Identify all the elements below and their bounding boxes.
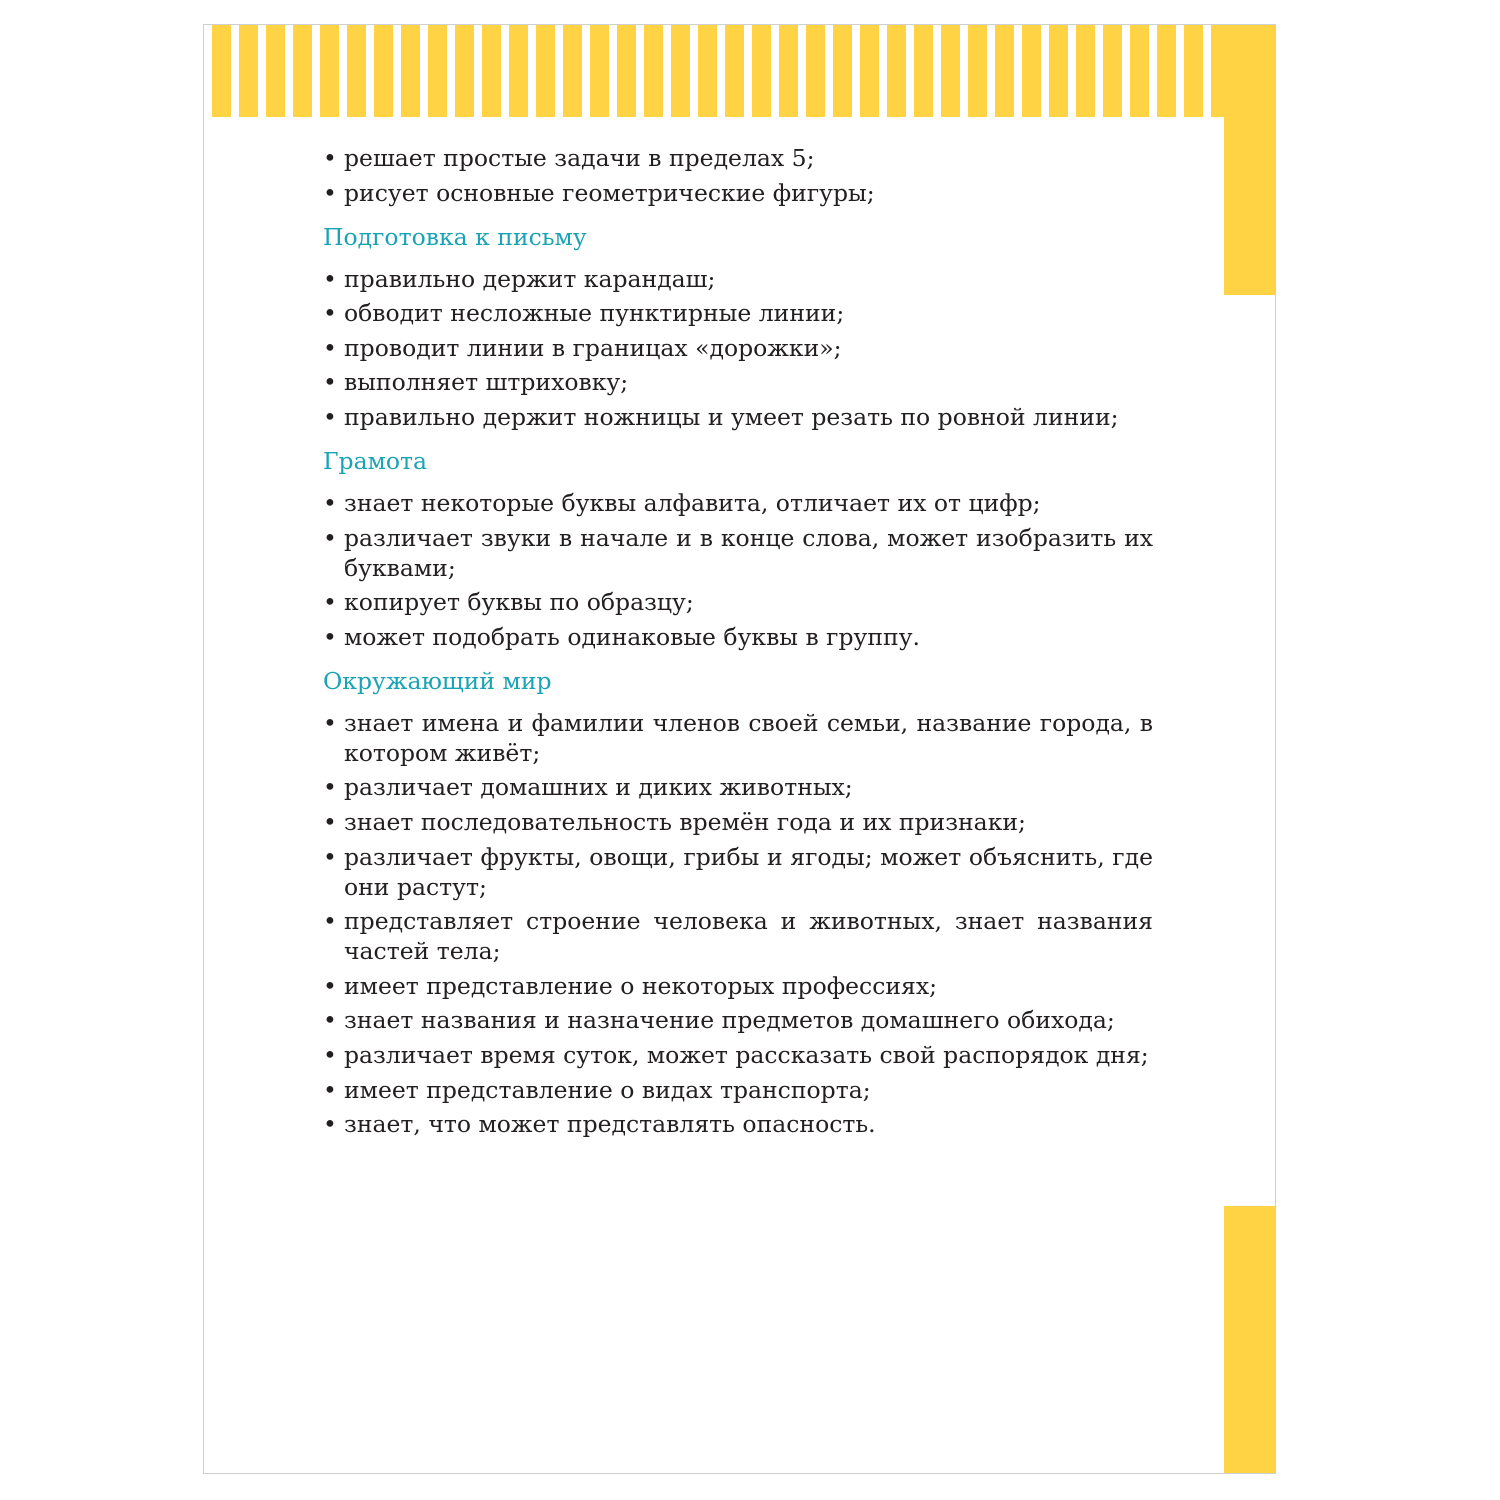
top-stripe-band [204,25,1226,117]
list-item-text: копирует буквы по образцу; [344,588,694,617]
side-accent-bar-bottom [1224,1206,1275,1474]
list-item-text: знает некоторые буквы алфавита, отличает их от цифр; [344,488,1041,517]
list-item [323,807,1153,837]
list-item-text: может подобрать одинаковые буквы в группу. [344,622,920,651]
list-item [323,1109,1153,1139]
list-item [323,906,1153,966]
bullet-icon: • [323,523,337,552]
list-item-text: различает домашних и диких животных; [344,773,853,802]
section-heading: Подготовка к письму [323,222,587,251]
bullet-icon: • [323,402,337,431]
list-item-text: знает, что может представлять опасность. [344,1110,876,1139]
bullet-icon: • [323,264,337,293]
bullet-icon: • [323,807,337,836]
bullet-icon: • [323,708,337,737]
list-item [323,842,1153,902]
bullet-list [323,708,1153,1139]
list-item [323,523,1153,583]
list-item-text: знает имена и фамилии членов своей семьи, название города, в котором живёт; [344,708,1153,767]
list-item [323,488,1153,518]
list-item-text: различает фрукты, овощи, грибы и ягоды; может объяснить, где они растут; [344,842,1153,901]
bullet-icon: • [323,488,337,517]
list-item-text: правильно держит карандаш; [344,264,716,293]
side-accent-bar-top [1224,25,1275,295]
bullet-icon: • [323,333,337,362]
content-column [323,143,1153,1144]
list-item [323,587,1153,617]
list-item [323,971,1153,1001]
list-item-text: знает последовательность времён года и их признаки; [344,807,1026,836]
bullet-icon: • [323,1110,337,1139]
bullet-icon: • [323,178,337,207]
list-item-text: обводит несложные пунктирные линии; [344,299,845,328]
bullet-icon: • [323,971,337,1000]
bullet-icon: • [323,1040,337,1069]
list-item [323,178,1153,208]
bullet-icon: • [323,622,337,651]
bullet-icon: • [323,907,337,936]
list-item-text: различает звуки в начале и в конце слова, может изобразить их буквами; [344,523,1153,582]
bullet-list [323,264,1153,432]
list-item [323,1075,1153,1105]
list-item-text: правильно держит ножницы и умеет резать по ровной линии; [344,402,1119,431]
bullet-icon: • [323,368,337,397]
list-item-text: представляет строение человека и животных, знает названия частей тела; [344,907,1153,966]
list-item-text: различает время суток, может рассказать свой распорядок дня; [344,1040,1149,1069]
list-item-text: знает названия и назначение предметов домашнего обихода; [344,1006,1115,1035]
list-item [323,1040,1153,1070]
document-page [203,24,1276,1474]
bullet-icon: • [323,299,337,328]
list-item [323,333,1153,363]
section-heading: Окружающий мир [323,666,552,695]
bullet-list [323,488,1153,652]
list-item-text: выполняет штриховку; [344,368,629,397]
list-item-text: проводит линии в границах «дорожки»; [344,333,842,362]
list-item-text: имеет представление о некоторых профессиях; [344,971,938,1000]
list-item [323,402,1153,432]
bullet-icon: • [323,842,337,871]
list-item [323,708,1153,768]
bullet-icon: • [323,1006,337,1035]
list-item [323,143,1153,173]
bullet-icon: • [323,773,337,802]
list-item [323,1005,1153,1035]
list-item-text: имеет представление о видах транспорта; [344,1075,871,1104]
bullet-icon: • [323,144,337,172]
section-heading: Грамота [323,446,428,475]
list-item [323,367,1153,397]
bullet-icon: • [323,1075,337,1104]
list-item-text: решает простые задачи в пределах 5; [344,144,815,172]
list-item [323,298,1153,328]
bullet-icon: • [323,588,337,617]
list-item [323,264,1153,294]
bullet-list [323,143,1153,208]
list-item-text: рисует основные геометрические фигуры; [344,178,875,207]
list-item [323,772,1153,802]
list-item [323,622,1153,652]
